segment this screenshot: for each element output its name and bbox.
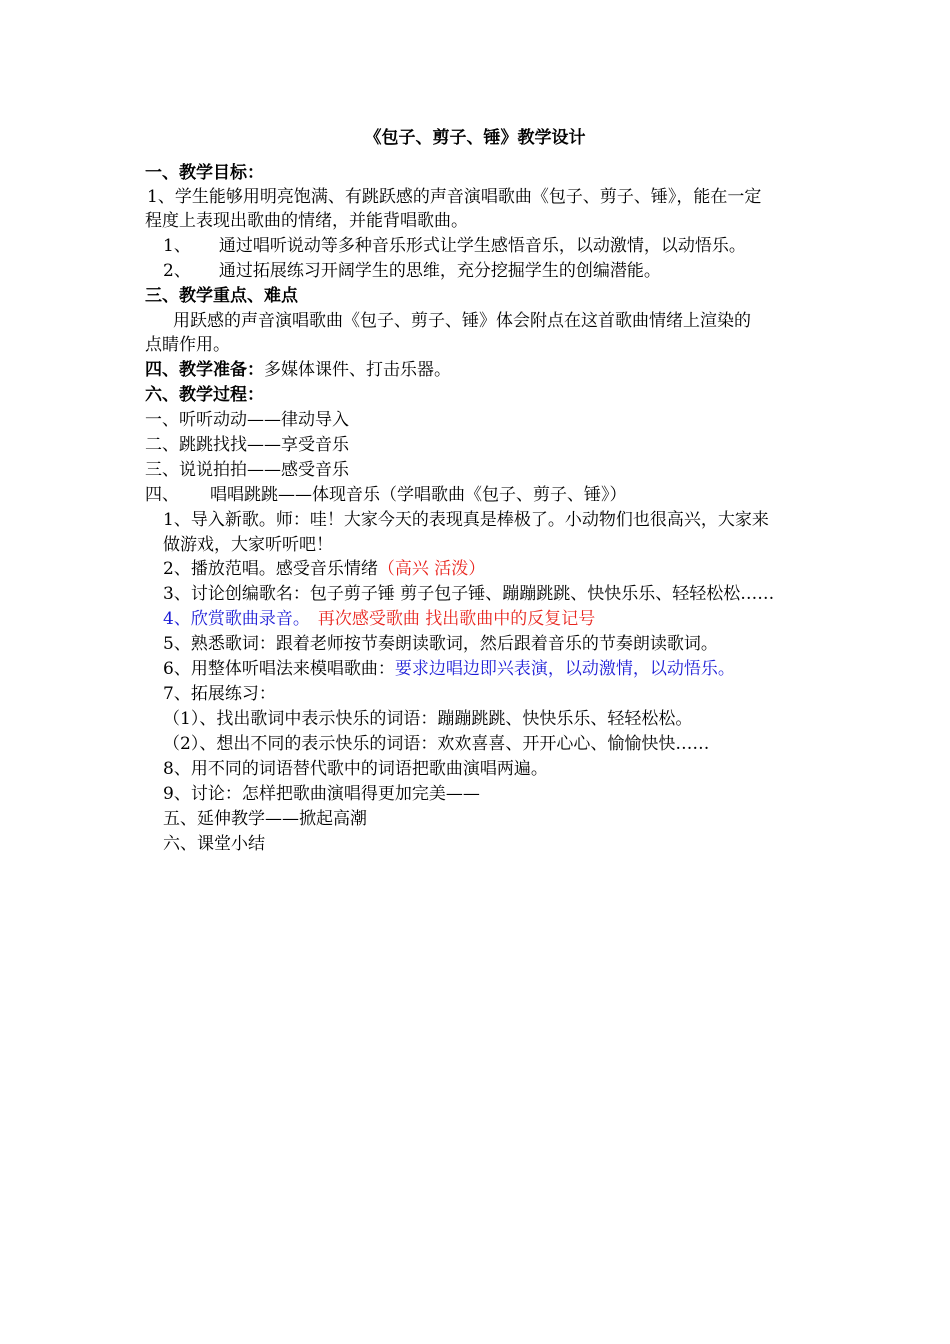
substep-4-repeat: 再次感受歌曲 找出歌曲中的反复记号: [317, 609, 596, 629]
process-heading: 六、教学过程：: [145, 385, 264, 405]
prep-text: 多媒体课件、打击乐器。: [264, 360, 451, 380]
prep-heading: 四、教学准备：: [145, 360, 264, 380]
process-step-4-number: 四、: [145, 485, 179, 505]
substep-4: [163, 607, 595, 631]
substep-2-text: 2、播放范唱。感受音乐情绪: [163, 559, 378, 579]
substep-7: 7、拓展练习：: [163, 684, 276, 704]
focus-heading: 三、教学重点、难点: [145, 286, 298, 306]
focus-line-2: 点睛作用。: [145, 335, 230, 355]
substep-3: 3、讨论创编歌名：包子剪子锤 剪子包子锤、蹦蹦跳跳、快快乐乐、轻轻松松……: [163, 584, 775, 604]
substep-7-1: （1）、找出歌词中表示快乐的词语：蹦蹦跳跳、快快乐乐、轻轻松松。: [163, 709, 693, 729]
focus-line-1: 用跃感的声音演唱歌曲《包子、剪子、锤》体会附点在这首歌曲情绪上渲染的: [173, 311, 751, 331]
substep-7-2: （2）、想出不同的表示快乐的词语：欢欢喜喜、开开心心、愉愉快快……: [163, 734, 710, 754]
substep-1-line-2: 做游戏，大家听听吧！: [163, 535, 333, 555]
document-title: 《包子、剪子、锤》教学设计: [364, 128, 586, 148]
goal-2: [163, 234, 746, 258]
substep-2: [163, 557, 485, 581]
substep-8: 8、用不同的词语替代歌中的词语把歌曲演唱两遍。: [163, 759, 548, 779]
goal-3-text: 通过拓展练习开阔学生的思维，充分挖掘学生的创编潜能。: [218, 261, 661, 281]
goals-heading: 一、教学目标：: [145, 163, 264, 183]
goal-2-text: 通过唱听说动等多种音乐形式让学生感悟音乐，以动激情，以动悟乐。: [218, 236, 746, 256]
process-step-4: [145, 483, 627, 507]
process-step-2: 二、跳跳找找——享受音乐: [145, 435, 349, 455]
substep-4-listen: 4、欣赏歌曲录音。: [163, 609, 310, 629]
process-step-1: 一、听听动动——律动导入: [145, 410, 349, 430]
process-step-3: 三、说说拍拍——感受音乐: [145, 460, 349, 480]
goal-3-number: 2、: [163, 261, 191, 281]
goal-1-line-2: 程度上表现出歌曲的情绪，并能背唱歌曲。: [145, 211, 468, 231]
process-step-5: 五、延伸教学——掀起高潮: [163, 809, 367, 829]
substep-9: 9、讨论：怎样把歌曲演唱得更加完美——: [163, 784, 480, 804]
process-step-4-text: 唱唱跳跳——体现音乐（学唱歌曲《包子、剪子、锤》）: [210, 485, 627, 505]
substep-1-line-1: 1、导入新歌。师：哇！大家今天的表现真是棒极了。小动物们也很高兴，大家来: [163, 510, 769, 530]
goal-2-number: 1、: [163, 236, 191, 256]
substep-6-text: 6、用整体听唱法来模唱歌曲：: [163, 659, 395, 679]
goal-3: [163, 259, 661, 283]
substep-2-emotion: （高兴 活泼）: [377, 559, 486, 579]
goal-1-line-1: 1、学生能够用明亮饱满、有跳跃感的声音演唱歌曲《包子、剪子、锤》，能在一定: [147, 187, 762, 207]
prep-line: [145, 358, 451, 382]
substep-6: [163, 657, 735, 681]
substep-5: 5、熟悉歌词：跟着老师按节奏朗读歌词，然后跟着音乐的节奏朗读歌词。: [163, 634, 718, 654]
substep-6-requirement: 要求边唱边即兴表演，以动激情，以动悟乐。: [394, 659, 735, 679]
process-step-6: 六、课堂小结: [163, 834, 265, 854]
